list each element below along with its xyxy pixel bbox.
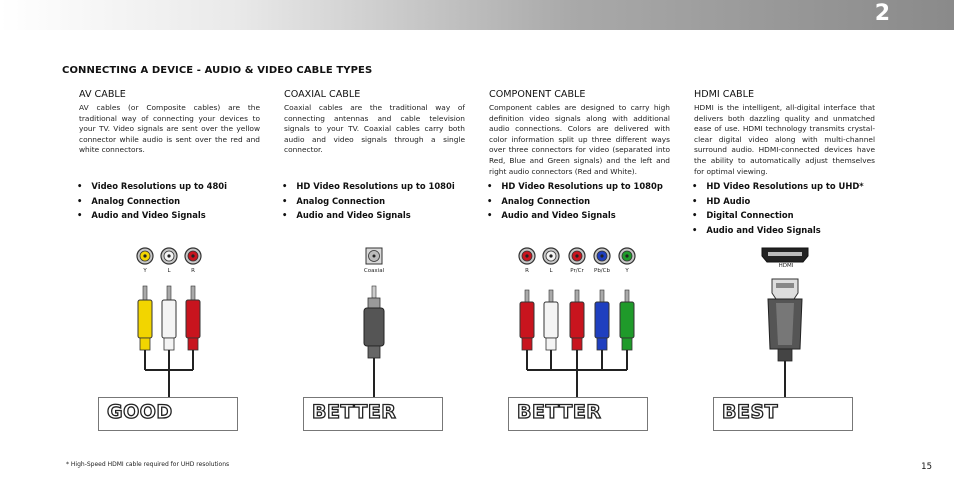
component-plug-white	[544, 290, 558, 350]
feature-list	[694, 179, 864, 237]
av-cable-column	[79, 89, 260, 220]
feature-item: • HD Video Resolutions up to UHD*	[706, 179, 864, 194]
column-body: HDMI is the intelligent, all-digital interface that delivers both dazzling quality and unmatched ease of use. HDMI technology transmits crystal-clear digital video along with multi-channel surround audio. HDMI-connected devices have the ability to automatically adjust themselves for optimal viewing.	[694, 103, 875, 176]
hdmi-cable-column	[694, 89, 875, 235]
connector-label: HDMI	[778, 263, 794, 269]
column-body: Coaxial cables are the traditional way of connecting antennas and cable television signals to your TV. Coaxial cables carry both audio and video signals through a single connector.	[284, 103, 465, 155]
header-banner	[0, 0, 954, 30]
connector-label: Pb/Cb	[594, 268, 610, 274]
rating-box-better	[303, 397, 443, 431]
component-cable-illustration	[505, 240, 665, 400]
coaxial-cable-column	[284, 89, 465, 220]
rating-box-best	[713, 397, 853, 431]
column-title: HDMI CABLE	[694, 89, 755, 100]
rating-label: BETTER	[517, 401, 602, 423]
component-cable-column	[489, 89, 670, 220]
feature-item: • Audio and Video Signals	[296, 208, 455, 223]
feature-item: • Audio and Video Signals	[501, 208, 663, 223]
feature-item: • Digital Connection	[706, 208, 864, 223]
column-body: Component cables are designed to carry high definition video signals along with additional audio connections. Colors are delivered with color information split up three different ways over three connectors for video (separated into Red, Blue and Green signals) and the left and right audio connectors (Red and White).	[489, 103, 670, 176]
coaxial-jack	[366, 248, 382, 264]
coaxial-plug	[364, 286, 384, 400]
av-plug-white	[162, 286, 176, 370]
av-jack-yellow	[137, 248, 153, 264]
rating-label: BEST	[722, 401, 779, 423]
connector-label: R	[525, 268, 529, 274]
av-plug-red	[186, 286, 200, 370]
hdmi-plug	[768, 279, 802, 400]
feature-list	[284, 179, 455, 223]
connector-label: Y	[143, 268, 147, 274]
feature-item: • HD Audio	[706, 194, 864, 209]
feature-list	[79, 179, 227, 223]
column-title: COMPONENT CABLE	[489, 89, 586, 100]
feature-item: • Audio and Video Signals	[91, 208, 227, 223]
av-cable-illustration	[95, 240, 255, 400]
component-jack-white	[543, 248, 559, 264]
column-body: AV cables (or Composite cables) are the traditional way of connecting your devices to your TV. Video signals are sent over the yellow connector while audio is sent over the red and white connectors.	[79, 103, 260, 155]
page-number: 15	[921, 462, 932, 472]
feature-list	[489, 179, 663, 223]
feature-item: • HD Video Resolutions up to 1080i	[296, 179, 455, 194]
rating-box-better	[508, 397, 648, 431]
component-plug-green	[620, 290, 634, 350]
feature-item: • Analog Connection	[501, 194, 663, 209]
connector-label: Y	[625, 268, 629, 274]
hdmi-port	[762, 248, 808, 262]
component-jack-red	[569, 248, 585, 264]
column-title: COAXIAL CABLE	[284, 89, 361, 100]
component-jack-blue	[594, 248, 610, 264]
component-jack-red	[519, 248, 535, 264]
feature-item: • HD Video Resolutions up to 1080p	[501, 179, 663, 194]
connector-label: Pr/Cr	[570, 268, 584, 274]
rating-box-good	[98, 397, 238, 431]
coaxial-cable-illustration	[340, 240, 410, 400]
av-plug-yellow	[138, 286, 152, 370]
connector-label: R	[191, 268, 195, 274]
connector-label: Coaxial	[363, 268, 385, 274]
component-plug-blue	[595, 290, 609, 350]
av-jack-white	[161, 248, 177, 264]
chapter-number: 2	[874, 1, 890, 26]
column-title: AV CABLE	[79, 89, 126, 100]
component-plug-red	[520, 290, 534, 350]
connector-label: L	[167, 268, 171, 274]
footnote: * High-Speed HDMI cable required for UHD resolutions	[66, 461, 230, 468]
feature-item: • Audio and Video Signals	[706, 223, 864, 238]
rating-label: GOOD	[107, 401, 173, 423]
rating-label: BETTER	[312, 401, 397, 423]
feature-item: • Video Resolutions up to 480i	[91, 179, 227, 194]
component-jack-green	[619, 248, 635, 264]
feature-item: • Analog Connection	[296, 194, 455, 209]
av-jack-red	[185, 248, 201, 264]
feature-item: • Analog Connection	[91, 194, 227, 209]
component-plug-red	[570, 290, 584, 350]
connector-label: L	[549, 268, 553, 274]
section-title: CONNECTING A DEVICE - AUDIO & VIDEO CABLE TYPES	[62, 65, 373, 76]
